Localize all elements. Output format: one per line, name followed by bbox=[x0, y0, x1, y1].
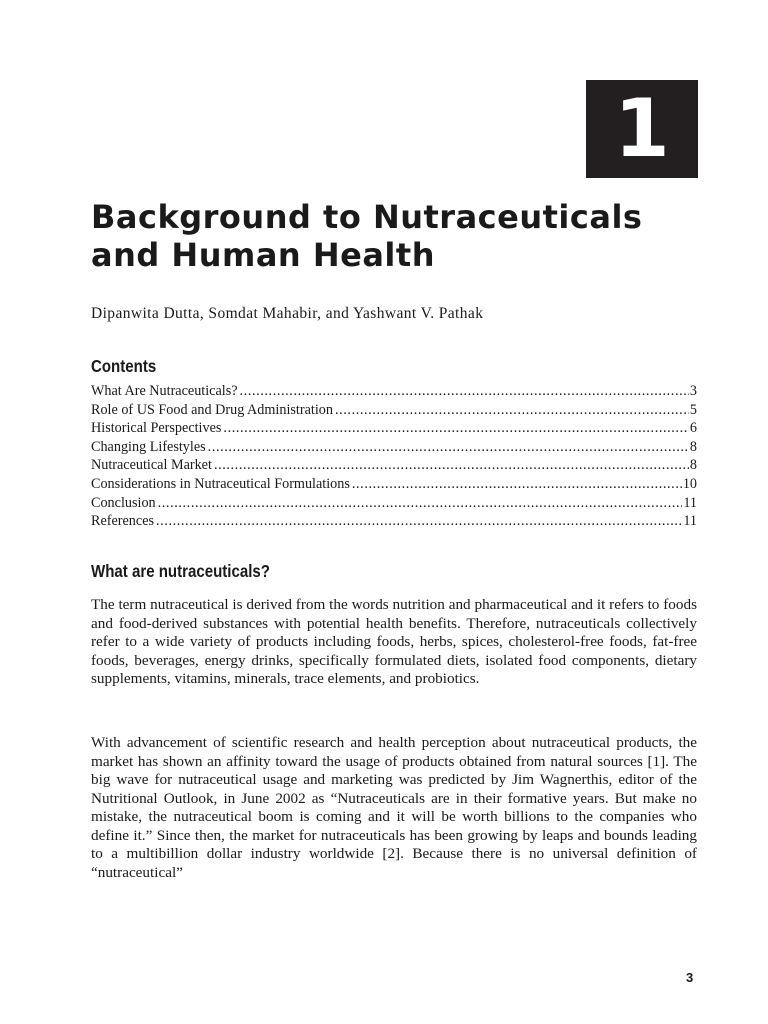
toc-dot-leader bbox=[335, 401, 689, 420]
toc-entry-page: 8 bbox=[689, 438, 697, 455]
toc-entry-references[interactable] bbox=[91, 512, 697, 531]
toc-dot-leader bbox=[158, 494, 683, 513]
toc-entry-role-of-fda[interactable] bbox=[91, 401, 697, 420]
toc-entry-title: Role of US Food and Drug Administration bbox=[91, 401, 333, 418]
toc-entry-title: Historical Perspectives bbox=[91, 420, 222, 437]
toc-dot-leader bbox=[352, 475, 682, 494]
toc-entry-title: What Are Nutraceuticals? bbox=[91, 383, 238, 399]
chapter-number: 1 bbox=[614, 82, 670, 175]
toc-entry-page: 10 bbox=[682, 475, 697, 492]
toc-dot-leader bbox=[223, 419, 688, 438]
page-number: 3 bbox=[686, 970, 694, 985]
chapter-title: Background to Nutraceuticals and Human Health bbox=[91, 198, 643, 274]
toc-entry-title: Nutraceutical Market bbox=[91, 457, 212, 474]
toc-entry-conclusion[interactable] bbox=[91, 494, 697, 513]
chapter-authors: Dipanwita Dutta, Somdat Mahabir, and Yashwant V. Pathak bbox=[91, 305, 484, 322]
body-paragraph: The term nutraceutical is derived from the words nutrition and pharmaceutical and it refers to foods and food-derived substances with potential health benefits. Therefore, nutraceuticals collectively refer to a wide variety of products including foods, herbs, spices, cholesterol-free foods, fat-free foods, beverages, energy drinks, specifically formulated diets, isolated food components, dietary supplements, vitamins, minerals, trace elements, and probiotics. bbox=[91, 596, 697, 687]
toc-entry-title: References bbox=[91, 513, 155, 530]
contents-heading: Contents bbox=[91, 356, 157, 376]
toc-entry-page: 8 bbox=[689, 457, 697, 474]
toc-dot-leader bbox=[214, 456, 689, 475]
toc-entry-page: 3 bbox=[689, 383, 697, 399]
toc-entry-historical-perspectives[interactable] bbox=[91, 419, 697, 438]
toc-entry-changing-lifestyles[interactable] bbox=[91, 438, 697, 457]
toc-entry-title: Considerations in Nutraceutical Formulations bbox=[91, 475, 350, 492]
toc-dot-leader bbox=[156, 512, 682, 531]
toc-dot-leader bbox=[240, 382, 689, 401]
toc-dot-leader bbox=[208, 438, 689, 457]
toc-entry-nutraceutical-market[interactable] bbox=[91, 456, 697, 475]
toc-entry-considerations-in-formulations[interactable] bbox=[91, 475, 697, 494]
toc-entry-title: Conclusion bbox=[91, 494, 156, 511]
toc-entry-page: 6 bbox=[689, 420, 697, 437]
toc-entry-title: Changing Lifestyles bbox=[91, 438, 206, 455]
toc-entry-page: 5 bbox=[689, 401, 697, 418]
section-heading: What are nutraceuticals? bbox=[91, 561, 270, 581]
toc-entry-page: 11 bbox=[683, 494, 697, 511]
body-paragraph: With advancement of scientific research and health perception about nutraceutical products, the market has shown an affinity toward the usage of products obtained from natural sources [1]. The big wave for nutraceutical usage and marketing was predicted by Jim Wagnerthis, editor of the Nutritional Outlook, in June 2002 as “Nutraceuticals are in their formative years. But make no mistake, the nutraceutical boom is coming and it will be worth billions to the companies who define it.” Since then, the market for nutraceuticals has been growing by leaps and bounds leading to a multibillion dollar industry worldwide [2]. Because there is no universal definition of “nutraceutical” bbox=[91, 734, 697, 881]
toc-entry-page: 11 bbox=[683, 513, 697, 530]
chapter-number-box bbox=[586, 80, 698, 178]
toc-entry-what-are-nutraceuticals[interactable] bbox=[91, 382, 697, 401]
table-of-contents bbox=[91, 382, 697, 531]
